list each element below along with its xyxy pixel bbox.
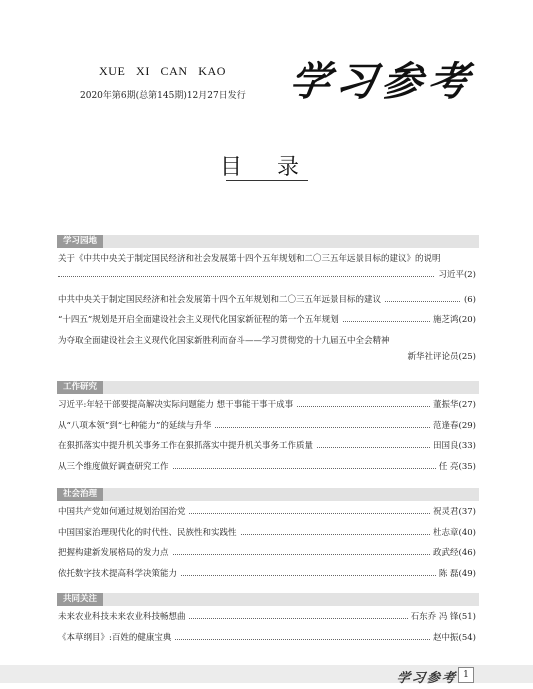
toc-entry[interactable] (58, 611, 476, 624)
entry-author-page: 杜志章(40) (430, 527, 476, 540)
section-header (57, 488, 479, 501)
section-label: 学习园地 (57, 235, 103, 248)
journal-pinyin: XUE XI CAN KAO (99, 64, 227, 78)
toc-entry[interactable] (58, 632, 476, 645)
toc-entry[interactable] (58, 314, 476, 327)
entry-author-page: (6) (461, 294, 476, 307)
entry-title: 为夺取全面建设社会主义现代化国家新胜利而奋斗——学习贯彻党的十九届五中全会精神 (58, 335, 393, 348)
toc-entry-title-line[interactable] (58, 335, 476, 348)
entry-author-page: 施芝鸿(20) (430, 314, 476, 327)
section-header (57, 235, 479, 248)
entry-author-page: 范逢春(29) (430, 420, 476, 433)
toc-entry[interactable] (58, 420, 476, 433)
issue-line: 2020年第6期(总第145期)12月27日发行 (80, 91, 246, 101)
leader-dots (58, 276, 476, 277)
toc-entry[interactable] (58, 269, 476, 282)
toc-title: 目 录 (220, 155, 313, 180)
section-header (57, 381, 479, 394)
entry-author-page: 习近平(2) (435, 269, 476, 282)
entry-author-page: 田国良(33) (430, 440, 476, 453)
toc-entry-title-line[interactable] (58, 253, 476, 266)
section-header (57, 593, 479, 606)
entry-author-page: 陈 磊(49) (436, 568, 476, 581)
entry-author-page: 政武经(46) (430, 547, 476, 560)
entry-title: 关于《中共中央关于制定国民经济和社会发展第十四个五年规划和二〇三五年远景目标的建议》的说明 (58, 253, 444, 266)
section-label: 社会治理 (57, 488, 103, 501)
page-number: 1 (458, 667, 474, 683)
toc-entry[interactable] (58, 294, 476, 307)
entry-title: 从三个维度做好调查研究工作 (58, 461, 172, 474)
entry-author-page: 董振华(27) (430, 399, 476, 412)
toc-title-underline (226, 180, 308, 181)
footer-logo: 学习参考 (395, 671, 458, 686)
toc-entry[interactable] (58, 547, 476, 560)
toc-entry[interactable] (58, 351, 476, 364)
entry-title: 把握构建新发展格局的发力点 (58, 547, 172, 560)
entry-title: “十四五”规划是开启全面建设社会主义现代化国家新征程的第一个五年规划 (58, 314, 342, 327)
entry-author-page: 赵中振(54) (430, 632, 476, 645)
toc-entry[interactable] (58, 527, 476, 540)
entry-title: 《本草纲目》:百姓的健康宝典 (58, 632, 174, 645)
entry-author-page: 任 亮(35) (436, 461, 476, 474)
section-label: 共同关注 (57, 593, 103, 606)
entry-title: 中国共产党如何通过规划治国治党 (58, 506, 189, 519)
entry-title: 从“八项本领”到“七种能力”的延续与升华 (58, 420, 214, 433)
entry-author-page: 祝灵君(37) (430, 506, 476, 519)
entry-title: 习近平:年轻干部要提高解决实际问题能力 想干事能干事干成事 (58, 399, 296, 412)
toc-entry[interactable] (58, 399, 476, 412)
entry-title: 中共中央关于制定国民经济和社会发展第十四个五年规划和二〇三五年远景目标的建议 (58, 294, 384, 307)
toc-entry[interactable] (58, 440, 476, 453)
entry-title: 在狠抓落实中提升机关事务工作在狠抓落实中提升机关事务工作质量 (58, 440, 316, 453)
entry-author-page: 石东乔 冯 锋(51) (408, 611, 476, 624)
entry-title: 依托数字技术提高科学决策能力 (58, 568, 180, 581)
entry-author-page: 新华社评论员(25) (405, 351, 476, 364)
toc-entry[interactable] (58, 568, 476, 581)
toc-entry[interactable] (58, 461, 476, 474)
entry-title: 中国国家治理现代化的时代性、民族性和实践性 (58, 527, 240, 540)
toc-entry[interactable] (58, 506, 476, 519)
journal-logo: 学习参考 (286, 58, 478, 105)
section-label: 工作研究 (57, 381, 103, 394)
entry-title: 未来农业科技未来农业科技畅想曲 (58, 611, 189, 624)
